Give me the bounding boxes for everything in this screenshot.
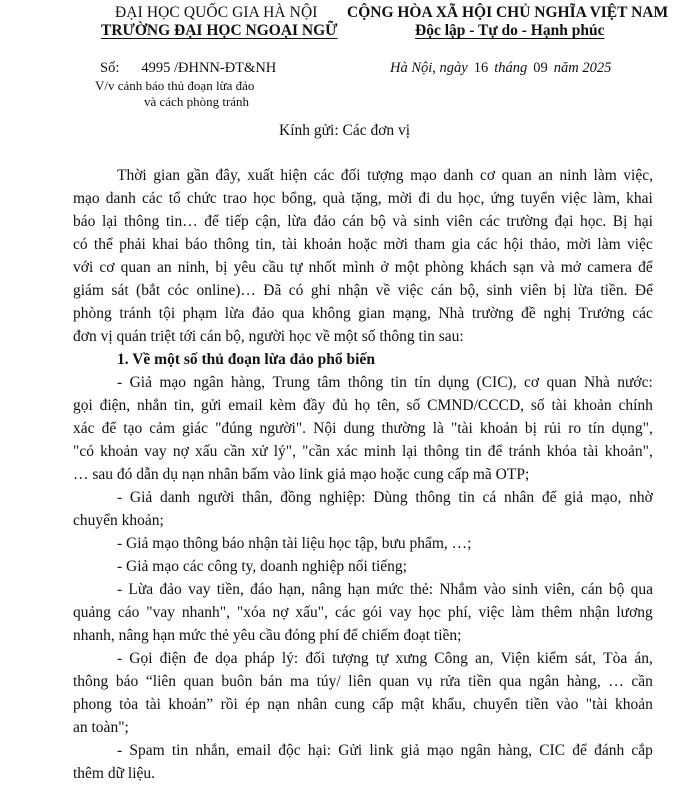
list-item-line: - Gọi điện đe dọa pháp lý: đối tượng tự xưng Công an, Viện kiểm sát, Tòa án, — [117, 650, 653, 667]
subject-line-2: và cách phòng tránh — [144, 94, 250, 109]
list-item-line: "có khoản vay nợ xấu cần xử lý", "cần xác minh lại thông tin để tránh khóa tài khoản", — [73, 443, 653, 460]
organization-parent-name: ĐẠI HỌC QUỐC GIA HÀ NỘI — [115, 4, 318, 21]
national-title: CỘNG HÒA XÃ HỘI CHỦ NGHĨA VIỆT NAM — [347, 4, 669, 21]
date-month-label: tháng — [494, 60, 528, 76]
list-item-line: - Spam tin nhắn, email độc hại: Gửi link giả mạo ngân hàng, CIC để đánh cắp — [117, 742, 653, 759]
date-month: 09 — [533, 60, 548, 76]
list-item-line: phong tỏa tài khoản” rồi ép nạn nhân cung cấp mật khẩu, chuyển tiền vào "tài khoản — [73, 696, 653, 713]
list-item-line: - Giả mạo thông báo nhận tài liệu học tập, bưu phẩm, …; — [117, 535, 472, 552]
paragraph-line: mạo danh các tổ chức trao học bổng, quà tặng, mời đi du học, ứng tuyển việc làm, khai — [73, 190, 653, 207]
list-item-line: gọi điện, nhắn tin, gửi email kèm đầy đủ họ tên, số CMND/CCCD, số tài khoản chính — [73, 397, 653, 414]
list-item-line: - Lừa đảo vay tiền, đáo hạn, nâng hạn mức thẻ: Nhắm vào sinh viên, cán bộ qua — [117, 581, 653, 598]
paragraph-line: Thời gian gần đây, xuất hiện các đối tượng mạo danh cơ quan an ninh làm việc, — [117, 167, 653, 184]
section-heading: 1. Về một số thủ đoạn lừa đảo phổ biến — [117, 351, 375, 368]
date-prefix: Hà Nội, ngày — [390, 60, 468, 76]
list-item-line: xác để tạo cảm giác "đúng người". Nội dung thường là "tài khoản bị rủi ro tín dụng", — [73, 420, 653, 437]
paragraph-line: báo lại thông tin… để tiếp cận, lừa đảo cán bộ và sinh viên các trường đại học. Bị hại — [73, 213, 653, 230]
paragraph-line: với cơ quan an ninh, bị yêu cầu tự nhốt mình ở một phòng khách sạn và mở camera để — [73, 259, 653, 276]
document-number — [100, 60, 276, 77]
organization-name-text: TRƯỜNG ĐẠI HỌC NGOẠI NGỮ — [101, 22, 338, 39]
greeting: Kính gửi: Các đơn vị — [279, 122, 411, 139]
list-item-line: chuyển khoản; — [73, 512, 164, 529]
date-day: 16 — [473, 60, 489, 76]
document-number-value: 4995 /ĐHNN-ĐT&NH — [141, 60, 277, 76]
organization-name — [101, 22, 338, 40]
list-item-line: quảng cáo "vay nhanh", "xóa nợ xấu", các gói vay học phí, việc làm thêm nhận lương — [73, 604, 653, 621]
list-item-line: - Giả danh người thân, đồng nghiệp: Dùng thông tin cá nhân để giả mạo, nhờ — [117, 489, 653, 506]
paragraph-line: đơn vị quán triệt tới cán bộ, người học về một số thông tin sau: — [73, 328, 464, 345]
document-date — [390, 60, 611, 77]
paragraph-line: phòng tránh tội phạm lừa đảo qua không gian mạng, Nhà trường đề nghị Trưởng các — [73, 305, 653, 322]
list-item-line: thông báo “liên quan buôn bán ma túy/ liên quan vụ rửa tiền qua ngân hàng, … cần — [73, 673, 653, 690]
national-motto: Độc lập - Tự do - Hạnh phúc — [415, 22, 605, 39]
document-body — [73, 164, 653, 785]
paragraph-line: giám sát (bắt cóc online)… Đã có ghi nhận về việc cán bộ, sinh viên bị lừa tiền. Để — [73, 282, 653, 299]
paragraph-line: có thể phải khai báo thông tin, tài khoản hoặc mời tham gia các hội thảo, mời làm việc — [73, 236, 653, 253]
list-item-line: an toàn"; — [73, 719, 129, 736]
list-item-line: - Giả mạo ngân hàng, Trung tâm thông tin tín dụng (CIC), cơ quan Nhà nước: — [117, 374, 653, 391]
subject-line-1: V/v cảnh báo thủ đoạn lừa đảo — [95, 78, 255, 93]
list-item-line: nhanh, nâng hạn mức thẻ yêu cầu đóng phí để chiếm đoạt tiền; — [73, 627, 462, 644]
list-item-line: - Giả mạo các công ty, doanh nghiệp nổi tiếng; — [117, 558, 407, 575]
document-number-label: Số: — [100, 60, 120, 76]
list-item-line: thêm dữ liệu. — [73, 765, 156, 782]
date-year: năm 2025 — [553, 60, 612, 76]
list-item-line: … sau đó dẫn dụ nạn nhân bấm vào link giả mạo hoặc cung cấp mã OTP; — [73, 466, 530, 483]
